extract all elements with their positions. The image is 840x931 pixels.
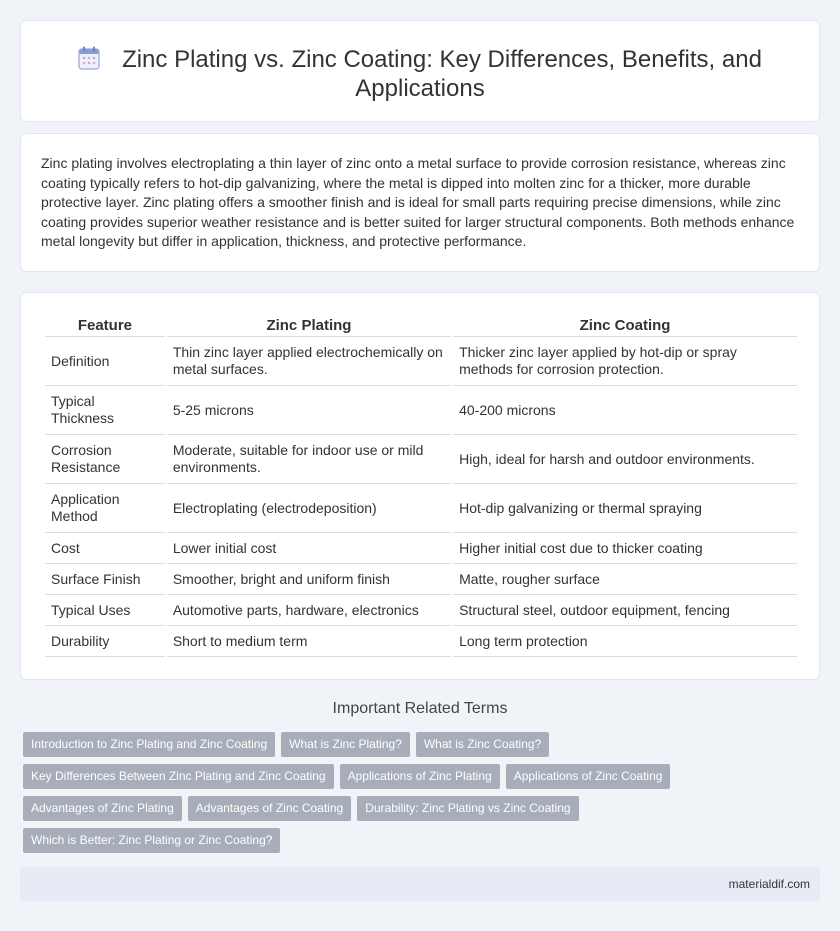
page-title [21,45,819,103]
column-header: Feature [45,313,165,337]
feature-cell: Corrosion Resistance [45,435,165,484]
table-header-row [45,313,797,337]
feature-cell: Surface Finish [45,564,165,595]
feature-cell: Definition [45,337,165,386]
related-term-tag[interactable]: Durability: Zinc Plating vs Zinc Coating [357,796,578,821]
footer-site-link[interactable]: materialdif.com [728,877,810,891]
table-row [45,386,797,435]
table-row [45,626,797,657]
zinc-plating-cell: Lower initial cost [167,533,451,564]
table-row [45,533,797,564]
related-term-tag[interactable]: Applications of Zinc Plating [340,764,500,789]
feature-cell: Application Method [45,484,165,533]
table-row [45,337,797,386]
table-row [45,564,797,595]
related-term-tag[interactable]: Advantages of Zinc Plating [23,796,182,821]
related-term-tag[interactable]: What is Zinc Coating? [416,732,549,757]
zinc-coating-cell: Hot-dip galvanizing or thermal spraying [453,484,797,533]
intro-card [20,133,820,272]
related-term-tag[interactable]: Which is Better: Zinc Plating or Zinc Coating? [23,828,280,853]
related-term-tag[interactable]: Introduction to Zinc Plating and Zinc Coating [23,732,275,757]
related-term-tag[interactable]: Advantages of Zinc Coating [188,796,351,821]
related-term-tag[interactable]: What is Zinc Plating? [281,732,410,757]
related-terms-tags [23,732,823,860]
title-card [20,20,820,122]
feature-cell: Cost [45,533,165,564]
related-term-tag[interactable]: Key Differences Between Zinc Plating and Zinc Coating [23,764,334,789]
table-row [45,484,797,533]
comparison-card [20,292,820,680]
calendar-icon [78,46,100,70]
zinc-coating-cell: High, ideal for harsh and outdoor environments. [453,435,797,484]
zinc-coating-cell: Thicker zinc layer applied by hot-dip or spray methods for corrosion protection. [453,337,797,386]
feature-cell: Typical Uses [45,595,165,626]
zinc-plating-cell: Short to medium term [167,626,451,657]
page-title-text: Zinc Plating vs. Zinc Coating: Key Differences, Benefits, and Applications [122,46,762,102]
zinc-plating-cell: Electroplating (electrodeposition) [167,484,451,533]
zinc-coating-cell: Long term protection [453,626,797,657]
zinc-coating-cell: Higher initial cost due to thicker coating [453,533,797,564]
zinc-plating-cell: 5-25 microns [167,386,451,435]
zinc-coating-cell: 40-200 microns [453,386,797,435]
table-row [45,435,797,484]
comparison-table [43,313,799,657]
intro-paragraph: Zinc plating involves electroplating a thin layer of zinc onto a metal surface to provide corrosion resistance, whereas zinc coating typically refers to hot-dip galvanizing, where the metal is dipped into molten zinc for a thicker, more durable protective layer. Zinc plating offers a smoother finish and is ideal for small parts requiring precise dimensions, while zinc coating provides superior weather resistance and is better suited for larger structural components. Both methods enhance metal longevity but differ in application, thickness, and protective performance. [41,155,795,250]
zinc-plating-cell: Smoother, bright and uniform finish [167,564,451,595]
zinc-plating-cell: Thin zinc layer applied electrochemically on metal surfaces. [167,337,451,386]
zinc-plating-cell: Moderate, suitable for indoor use or mild environments. [167,435,451,484]
column-header: Zinc Plating [167,313,451,337]
related-term-tag[interactable]: Applications of Zinc Coating [506,764,671,789]
footer [20,867,820,901]
related-terms-heading: Important Related Terms [332,700,508,717]
zinc-coating-cell: Matte, rougher surface [453,564,797,595]
feature-cell: Durability [45,626,165,657]
zinc-plating-cell: Automotive parts, hardware, electronics [167,595,451,626]
column-header: Zinc Coating [453,313,797,337]
feature-cell: Typical Thickness [45,386,165,435]
zinc-coating-cell: Structural steel, outdoor equipment, fencing [453,595,797,626]
table-row [45,595,797,626]
